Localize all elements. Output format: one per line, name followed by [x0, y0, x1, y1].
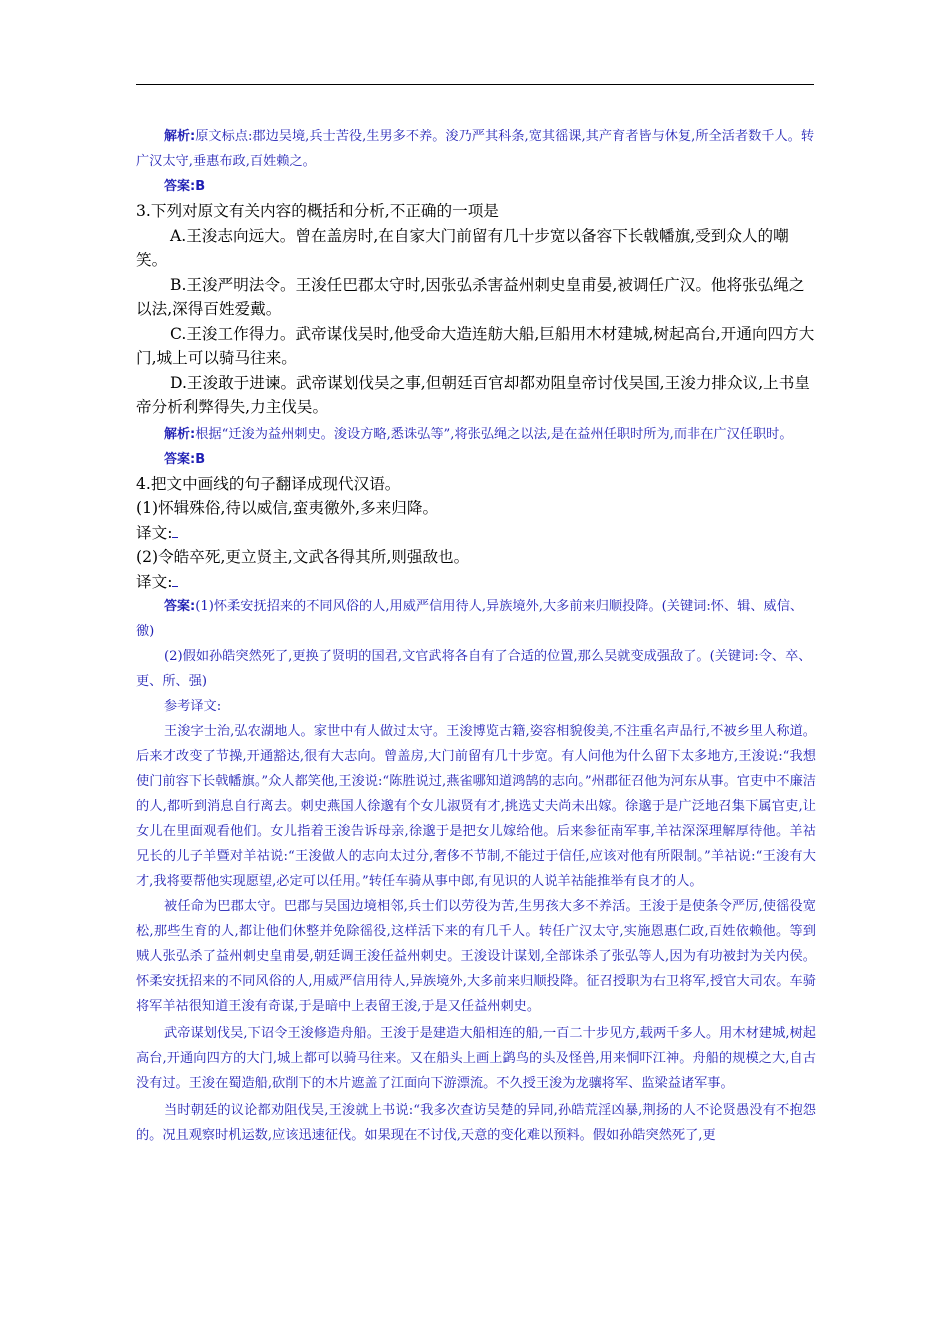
answer-text: (1)怀柔安抚招来的不同风俗的人,用威严信用待人,异族境外,大多前来归顺投降。(关键词:怀、辑、威信、徼)	[136, 599, 804, 639]
q4-translation-1	[136, 521, 816, 546]
q3-stem: 3.下列对原文有关内容的概括和分析,不正确的一项是	[136, 202, 499, 220]
q4-answer-1	[136, 594, 816, 644]
q2-analysis	[136, 124, 816, 174]
answer-value: B	[195, 179, 206, 194]
answer-value: B	[195, 451, 206, 467]
analysis-label: 解析:	[164, 426, 196, 442]
q3-option-b: B.王浚严明法令。王浚任巴郡太守时,因张弘杀害益州刺史皇甫晏,被调任广汉。他将张弘绳之以法,深得百姓爱戴。	[136, 275, 805, 318]
q3-option-c: C.王浚工作得力。武帝谋伐吴时,他受命大造连舫大船,巨船用木材建城,树起高台,开通向四方大门,城上可以骑马往来。	[136, 324, 815, 367]
reference-title: 参考译文:	[164, 699, 222, 714]
q3-analysis	[136, 422, 816, 447]
q3-option-d: D.王浚敢于进谏。武帝谋划伐吴之事,但朝廷百官却都劝阻皇帝讨伐吴国,王浚力排众议,上书皇帝分析利弊得失,力主伐吴。	[136, 373, 810, 416]
reference-paragraph: 王浚字士治,弘农湖地人。家世中有人做过太守。王浚博览古籍,姿容相貌俊美,不注重名声品行,不被乡里人称道。后来才改变了节操,开通豁达,很有大志向。曾盖房,大门前留有几十步宽。有人问他为什么留下太多地方,王浚说:“我想使门前容下长戟幡旗。”众人都笑他,王浚说:“陈胜说过,燕雀哪知道鸿鹄的志向。”州郡征召他为河东从事。官吏中不廉洁的人,都听到消息自行离去。刺史燕国人徐邈有个女儿淑贤有才,挑选丈夫尚未出嫁。徐邈于是广泛地召集下属官吏,让女儿在里面观看他们。女儿指着王浚告诉母亲,徐邈于是把女儿嫁给他。后来参征南军事,羊祜深深理解厚待他。羊祜兄长的儿子羊暨对羊祜说:“王浚做人的志向太过分,奢侈不节制,不能过于信任,应该对他有所限制。”羊祜说:“王浚有大才,我将要帮他实现愿望,必定可以任用。”转任车骑从事中郎,有见识的人说羊祜能推举有良才的人。	[136, 724, 816, 889]
q4-stem: 4.把文中画线的句子翻译成现代汉语。	[136, 474, 401, 493]
q4-translation-2	[136, 570, 816, 595]
q4-answer-2: (2)假如孙皓突然死了,更换了贤明的国君,文官武将各自有了合适的位置,那么吴就变成强敌了。(关键词:令、卒、更、所、强)	[136, 649, 812, 689]
answer-blank[interactable]	[172, 572, 178, 587]
answer-label: 答案:	[164, 599, 196, 614]
header-rule	[136, 84, 814, 85]
answer-label: 答案:	[164, 179, 196, 194]
answer-blank[interactable]	[172, 523, 178, 538]
reference-paragraph: 当时朝廷的议论都劝阻伐吴,王浚就上书说:“我多次查访吴楚的异同,孙皓荒淫凶暴,荆扬的人不论贤愚没有不抱怨的。况且观察时机运数,应该迅速征伐。如果现在不讨伐,天意的变化难以预料。假如孙皓突然死了,更	[136, 1103, 816, 1143]
q4-sentence-2: (2)令皓卒死,更立贤主,文武各得其所,则强敌也。	[136, 548, 470, 566]
analysis-label: 解析:	[164, 129, 196, 144]
analysis-text: 根据“迁浚为益州刺史。浚设方略,悉诛弘等”,将张弘绳之以法,是在益州任职时所为,而非在广汉任职时。	[195, 426, 793, 442]
q3-option-a: A.王浚志向远大。曾在盖房时,在自家大门前留有几十步宽以备容下长戟幡旗,受到众人的嘲笑。	[136, 226, 789, 269]
answer-label: 答案:	[164, 451, 196, 467]
reference-paragraph: 被任命为巴郡太守。巴郡与吴国边境相邻,兵士们以劳役为苦,生男孩大多不养活。王浚于是使条令严厉,使徭役宽松,那些生育的人,都让他们休整并免除徭役,这样活下来的有几千人。转任广汉太守,实施恩惠仁政,百姓依赖他。等到贼人张弘杀了益州刺史皇甫晏,朝廷调王浚任益州刺史。王浚设计谋划,全部诛杀了张弘等人,因为有功被封为关内侯。怀柔安抚招来的不同风俗的人,用威严信用待人,异族境外,大多前来归顺投降。征召授职为右卫将军,授官大司农。车骑将军羊祜很知道王浚有奇谋,于是暗中上表留王浚,于是又任益州刺史。	[136, 899, 816, 1014]
translation-label: 译文:	[136, 523, 173, 542]
document-body	[136, 124, 816, 1148]
reference-paragraph: 武帝谋划伐吴,下诏令王浚修造舟船。王浚于是建造大船相连的船,一百二十步见方,载两千多人。用木材建城,树起高台,开通向四方的大门,城上都可以骑马往来。又在船头上画上鹢鸟的头及怪兽,用来恫吓江神。舟船的规模之大,自古没有过。王浚在蜀造船,砍削下的木片遮盖了江面向下游漂流。不久授王浚为龙骧将军、监梁益诸军事。	[136, 1026, 816, 1091]
q2-answer	[136, 174, 816, 199]
analysis-text: 原文标点:郡边吴境,兵士苦役,生男多不养。浚乃严其科条,宽其徭课,其产育者皆与休复,所全活者数千人。转广汉太守,垂惠布政,百姓赖之。	[136, 129, 815, 169]
q4-sentence-1: (1)怀辑殊俗,待以威信,蛮夷徼外,多来归降。	[136, 499, 439, 517]
translation-label: 译文:	[136, 572, 173, 591]
q3-answer	[136, 447, 816, 472]
